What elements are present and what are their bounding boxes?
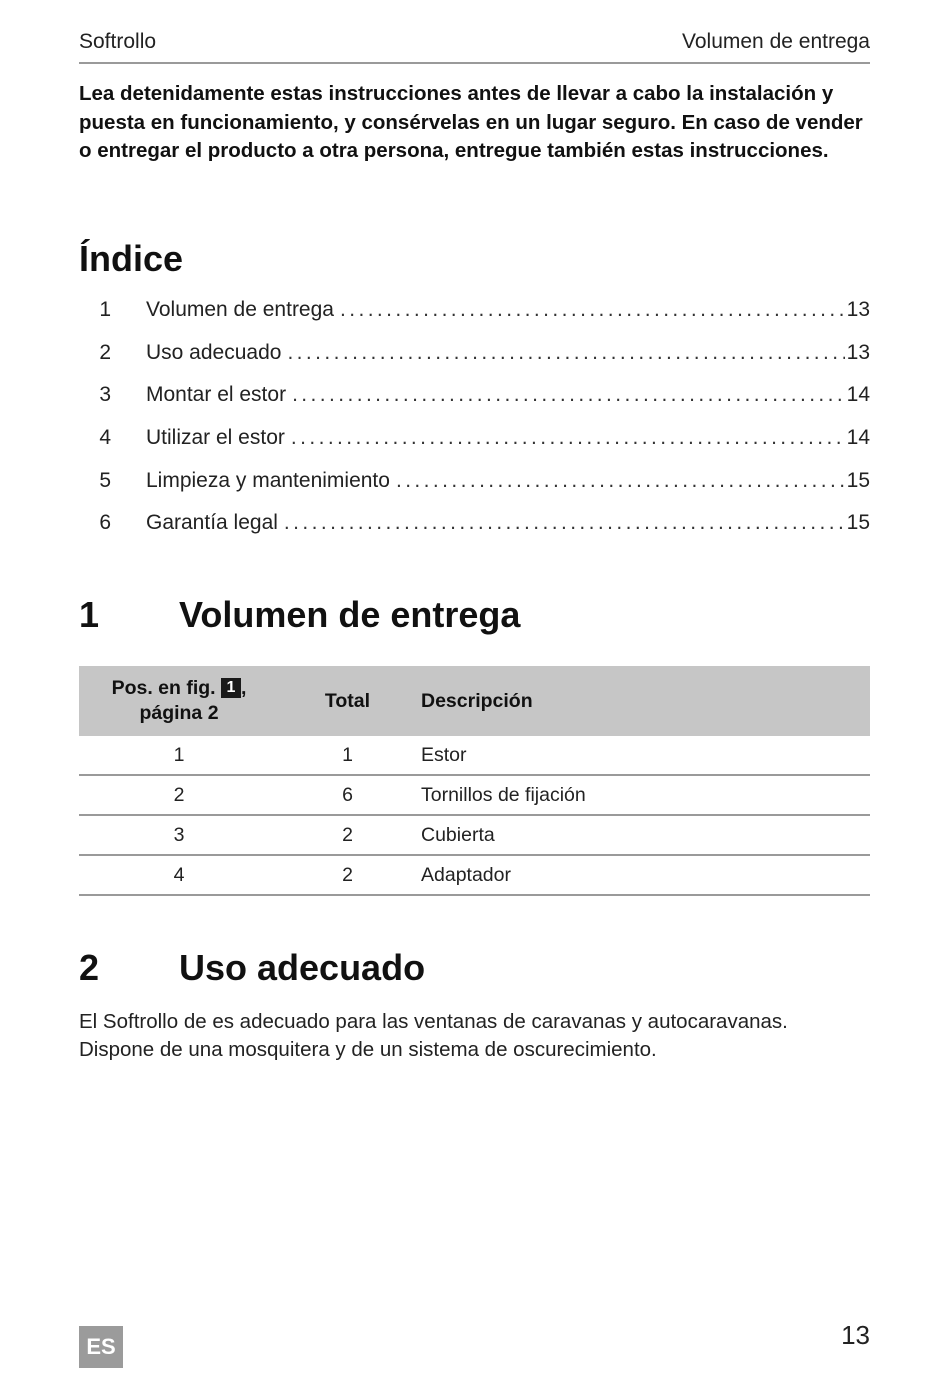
toc-entry[interactable] <box>79 426 870 469</box>
header-position-comma: , <box>241 677 247 699</box>
toc-entry-number: 5 <box>99 468 111 492</box>
section-2-text-line-1: El Softrollo de es adecuado para las ventanas de caravanas y autocaravanas. <box>79 1010 788 1033</box>
figure-reference-badge: 1 <box>221 678 241 698</box>
toc-entry-number: 1 <box>99 298 111 321</box>
toc-leader-dots <box>396 469 845 493</box>
toc-entry-page: 13 <box>846 298 870 321</box>
toc-leader-dots <box>284 511 845 535</box>
section-1-title: Volumen de entrega <box>179 594 521 635</box>
cell-position: 2 <box>79 775 279 815</box>
cell-description: Estor <box>416 736 870 775</box>
toc-entry-title: Utilizar el estor <box>146 426 285 450</box>
header-section-name: Volumen de entrega <box>682 30 870 53</box>
header-position <box>79 666 279 736</box>
toc-entry[interactable] <box>79 341 870 384</box>
toc-entry-number: 6 <box>99 511 111 535</box>
toc-entry-number: 3 <box>99 383 111 407</box>
section-2-title: Uso adecuado <box>179 947 426 988</box>
section-2-number: 2 <box>79 947 100 988</box>
toc-entry-title: Limpieza y mantenimiento <box>146 468 390 492</box>
toc-entry-number: 4 <box>99 426 111 450</box>
toc-entry-page: 15 <box>846 468 870 492</box>
cell-total: 2 <box>279 815 416 855</box>
toc-entry-page: 14 <box>846 426 870 450</box>
cell-position: 1 <box>79 736 279 775</box>
delivery-contents-table <box>79 666 870 896</box>
section-2-body <box>79 1008 870 1064</box>
table-header-row <box>79 666 870 736</box>
toc-entry-title: Montar el estor <box>146 383 287 407</box>
page-number: 13 <box>841 1320 870 1350</box>
section-2-text-line-2: Dispone de una mosquitera y de un sistema de oscurecimiento. <box>79 1038 657 1061</box>
header-position-page: página 2 <box>139 702 219 724</box>
table-row <box>79 736 870 775</box>
section-1-heading <box>79 594 520 636</box>
toc-entry[interactable] <box>79 469 870 512</box>
header-product-name: Softrollo <box>79 30 157 53</box>
cell-description: Cubierta <box>416 815 870 855</box>
toc-leader-dots <box>292 383 845 407</box>
table-row <box>79 855 870 895</box>
toc-entry-page: 15 <box>846 511 870 535</box>
toc-entry-page: 13 <box>846 340 870 364</box>
toc-entry[interactable] <box>79 298 870 341</box>
cell-description: Adaptador <box>416 855 870 895</box>
table-row <box>79 815 870 855</box>
cell-description: Tornillos de fijación <box>416 775 870 815</box>
header-description: Descripción <box>421 689 533 712</box>
section-2-heading <box>79 947 425 989</box>
toc-leader-dots <box>291 426 845 450</box>
toc-entry-title: Volumen de entrega <box>146 298 334 321</box>
toc-heading: Índice <box>79 238 184 279</box>
toc-entry-title: Garantía legal <box>146 511 278 535</box>
toc-entry[interactable] <box>79 511 870 554</box>
header-total: Total <box>324 689 371 712</box>
header-position-prefix: Pos. en fig. <box>111 677 216 699</box>
cell-total: 6 <box>279 775 416 815</box>
language-badge: ES <box>79 1326 123 1368</box>
section-1-number: 1 <box>79 594 100 635</box>
cell-total: 1 <box>279 736 416 775</box>
toc-entry-number: 2 <box>99 340 111 364</box>
table-of-contents <box>79 298 870 554</box>
toc-entry-title: Uso adecuado <box>146 340 282 364</box>
cell-position: 3 <box>79 815 279 855</box>
toc-entry[interactable] <box>79 383 870 426</box>
toc-leader-dots <box>287 341 844 365</box>
intro-warning: Lea detenidamente estas instrucciones antes de llevar a cabo la instalación y puesta en funcionamiento, y consérvelas en un lugar seguro. En caso de vender o entregar el producto a otra persona, entregue también estas instrucciones. <box>79 82 863 162</box>
running-header <box>79 30 870 64</box>
table-row <box>79 775 870 815</box>
toc-entry-page: 14 <box>846 383 870 407</box>
cell-total: 2 <box>279 855 416 895</box>
toc-leader-dots <box>340 298 845 322</box>
cell-position: 4 <box>79 855 279 895</box>
